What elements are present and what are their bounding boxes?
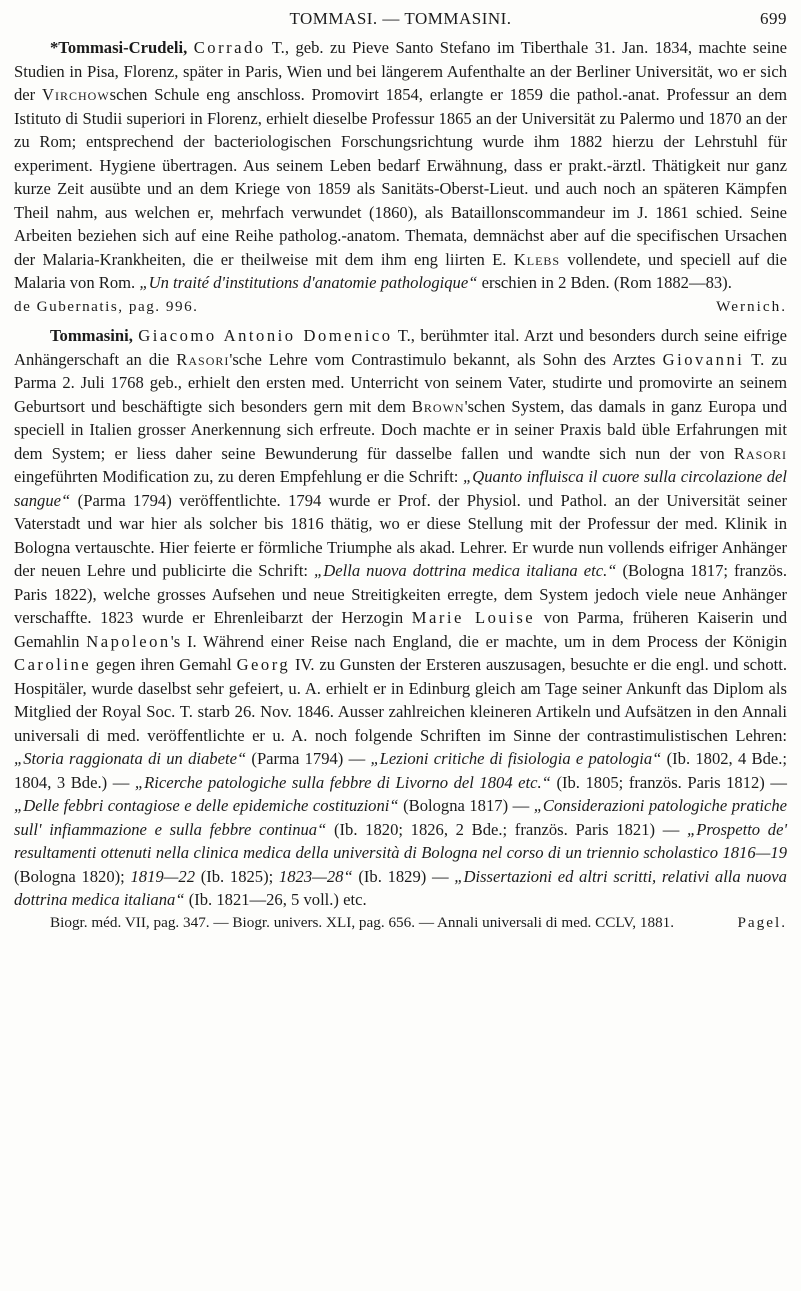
entry-text-run: (Parma 1794) veröffentlichte. 1794 wurde er Prof. der Physiol. und Pathol. an der Universität seiner Vaterstadt und war hier als solcher bis 1816 thätig, wo er diese Stellung mit der Professur der med. Klinik in Bologna vertauschte. Hier feierte er förmliche Triumphe als akad. Lehrer. Er wurde nun vollends eifriger Anhänger der neuen Lehre und publicirte die Schrift: — [14, 490, 787, 580]
work-title: „Considerazioni patologiche pratiche sull' infiammazione e sulla febbre continua“ — [14, 796, 787, 839]
name-rasori: Rasori — [733, 443, 787, 463]
entry-author: Wernich. — [716, 297, 787, 315]
entry-references — [14, 912, 787, 933]
entry-text-run: 'schen System, das damals in ganz Europa und speciell in Italien grosser Anerkennung sich erfreute. Doch machte er in seiner Praxis bald üble Erfahrungen mit dem System; er liess daher seine Bewunderung für dasselbe fallen und wandte sich nun der von — [14, 396, 787, 463]
entry-tommasini — [14, 324, 787, 933]
name-marie-louise: Marie Louise — [411, 608, 536, 627]
entry-text — [14, 36, 787, 295]
page-header — [0, 6, 801, 32]
running-head: TOMMASI. — TOMMASINI. — [289, 9, 512, 28]
work-title: „Della nuova dottrina medica italiana etc.“ — [314, 561, 617, 580]
name-rasori: Rasori — [176, 349, 230, 369]
entry-text-run: T., berühmter ital. Arzt und besonders durch seine eifrige Anhängerschaft an die — [14, 326, 787, 369]
entry-text-run: (Ib. 1821—26, 5 voll.) etc. — [184, 890, 367, 909]
work-title: „Quanto influisca il cuore sulla circolazione del sangue“ — [14, 467, 787, 510]
work-title: 1823—28“ — [278, 866, 353, 886]
work-title: „Prospetto de' resultamenti ottenuti nella clinica medica della università di Bologna nel corso di un triennio scholastico 1816—19 — [14, 819, 787, 862]
name-virchow: Virchow — [42, 85, 110, 104]
entry-text-run: schen Schule eng anschloss. Promovirt 1854, erlangte er 1859 die pathol.-anat. Professur an dem Istituto di Studii superiori in Florenz, erhielt dieselbe Professur 1865 an der Universität zu Palermo und 1870 an der zu Rom; entsprechend der bacteriologischen Forschungsrichtung wurde ihm 1882 hierzu der Lehrstuhl für experiment. Hygiene übertragen. Aus seinem Leben bedarf Erwähnung, dass er prakt.-ärztl. Thätigkeit nur ganz kurze Zeit ausübte und an dem Kriege von 1859 als Sanitäts-Oberst-Lieut. und auch noch an späteren Kämpfen Theil nahm, aus welchen er, mehrfach verwundet (1860), als Bataillonscommandeur im J. 1861 schied. Seine Arbeiten beziehen sich auf eine Reihe patholog.-anatom. Themata, demnächst aber auf die specifischen Ursachen der Malaria-Krankheiten, die er theilweise mit dem ihm eng liirten E. — [14, 85, 787, 269]
entry-text-run: (Ib. 1829) — — [352, 866, 455, 886]
entry-text-run: (Ib. 1802, 4 Bde.; 1804, 3 Bde.) — — [14, 749, 788, 792]
work-title: „Delle febbri contagiose e delle epidemiche costituzioni“ — [14, 796, 399, 815]
entry-text-run: (Bologna 1817; französ. Paris 1822), welche grosses Aufsehen und neue Streitigkeiten erregte, dem System jedoch viele neue Anhänger verschaffte. 1823 wurde er Ehrenleibarzt der Herzogin — [14, 561, 787, 627]
page-body — [14, 36, 787, 939]
source-citation: de Gubernatis, pag. 996. — [14, 297, 199, 315]
entry-text-run: gegen ihren Gemahl — [91, 655, 237, 674]
entry-text-run: T. zu Parma 2. Juli 1768 geb., erhielt den ersten med. Unterricht von seinem Vater, studirte und promovirte an seinem Geburtsort und beschäftigte sich besonders gern mit dem — [14, 349, 787, 416]
work-title: „Lezioni critiche di fisiologia e patologia“ — [370, 749, 662, 768]
entry-text-run: eingeführten Modification zu, zu deren Empfehlung er die Schrift: — [14, 467, 463, 486]
entry-text-run: von Parma, früheren Kaiserin und Gemahlin — [14, 608, 787, 651]
entry-headword: Tommasini, — [50, 326, 133, 345]
work-title: 1819—22 — [130, 866, 196, 886]
entry-firstname: Corrado — [193, 38, 266, 57]
entry-text-run: IV. zu Gunsten der Ersteren auszusagen, besuchte er die engl. und schott. Hospitäler, wurde daselbst sehr gefeiert, u. A. erhielt er in Edinburg gleich am Tage seiner Ankunft das Diplom als Mitglied der Royal Soc. T. starb 26. Nov. 1846. Ausser zahlreichen kleineren Artikeln und Aufsätzen in den Annali universali di med. veröffentlichte er u. A. noch folgende Schriften im Sinne der contrastimulistischen Lehren: — [14, 655, 788, 745]
work-title: „Ricerche patologiche sulla febbre di Livorno del 1804 etc.“ — [134, 772, 551, 792]
work-title: „Storia raggionata di un diabete“ — [14, 749, 247, 768]
entry-firstnames: Giacomo Antonio Domenico — [138, 326, 393, 345]
entry-text-run: 's I. Während einer Reise nach England, die er machte, um in dem Process der Königin — [170, 631, 787, 651]
entry-headword: *Tommasi-Crudeli, — [50, 38, 188, 57]
name-napoleon: Napoleon — [86, 631, 171, 651]
name-caroline: Caroline — [14, 655, 92, 674]
entry-text-run: (Bologna 1820); — [14, 866, 131, 886]
work-title: „Un traité d'institutions d'anatomie pathologique“ — [139, 273, 478, 292]
work-title: „Dissertazioni ed altri scritti, relativi alla nuova dottrina medica italiana“ — [14, 866, 787, 909]
entry-tommasi-crudeli — [14, 36, 787, 318]
entry-text-run: (Parma 1794) — — [246, 749, 371, 768]
entry-text-run: erschien in 2 Bden. (Rom 1882—83). — [477, 273, 732, 292]
entry-text-run: (Ib. 1825); — [195, 866, 279, 886]
references-text: Biogr. méd. VII, pag. 347. — Biogr. univers. XLI, pag. 656. — Annali universali di med. CCLV, 1881. — [50, 913, 675, 931]
entry-text — [14, 324, 787, 912]
entry-text-run: (Ib. 1820; 1826, 2 Bde.; französ. Paris 1821) — — [326, 819, 687, 839]
entry-text-run: (Bologna 1817) — — [398, 796, 534, 815]
name-giovanni: Giovanni — [662, 349, 745, 369]
entry-text-run: vollendete, und speciell auf die Malaria von Rom. — [14, 249, 787, 292]
entry-text-run: T., geb. zu Pieve Santo Stefano im Tiberthale 31. Jan. 1834, machte seine Studien in Pisa, Florenz, später in Paris, Wien und bei längerem Aufenthalte an der Berliner Universität, wo er sich der — [14, 38, 787, 104]
page-number: 699 — [760, 9, 787, 28]
entry-text-run: (Ib. 1805; französ. Paris 1812) — — [550, 772, 787, 792]
entry-author: Pagel. — [737, 913, 787, 931]
name-georg: Georg — [236, 655, 291, 674]
name-klebs: Klebs — [513, 249, 561, 269]
name-brown: Brown — [411, 396, 465, 416]
entry-text-run: 'sche Lehre vom Contrastimulo bekannt, als Sohn des Arztes — [229, 349, 663, 369]
entry-source-line — [14, 295, 787, 319]
